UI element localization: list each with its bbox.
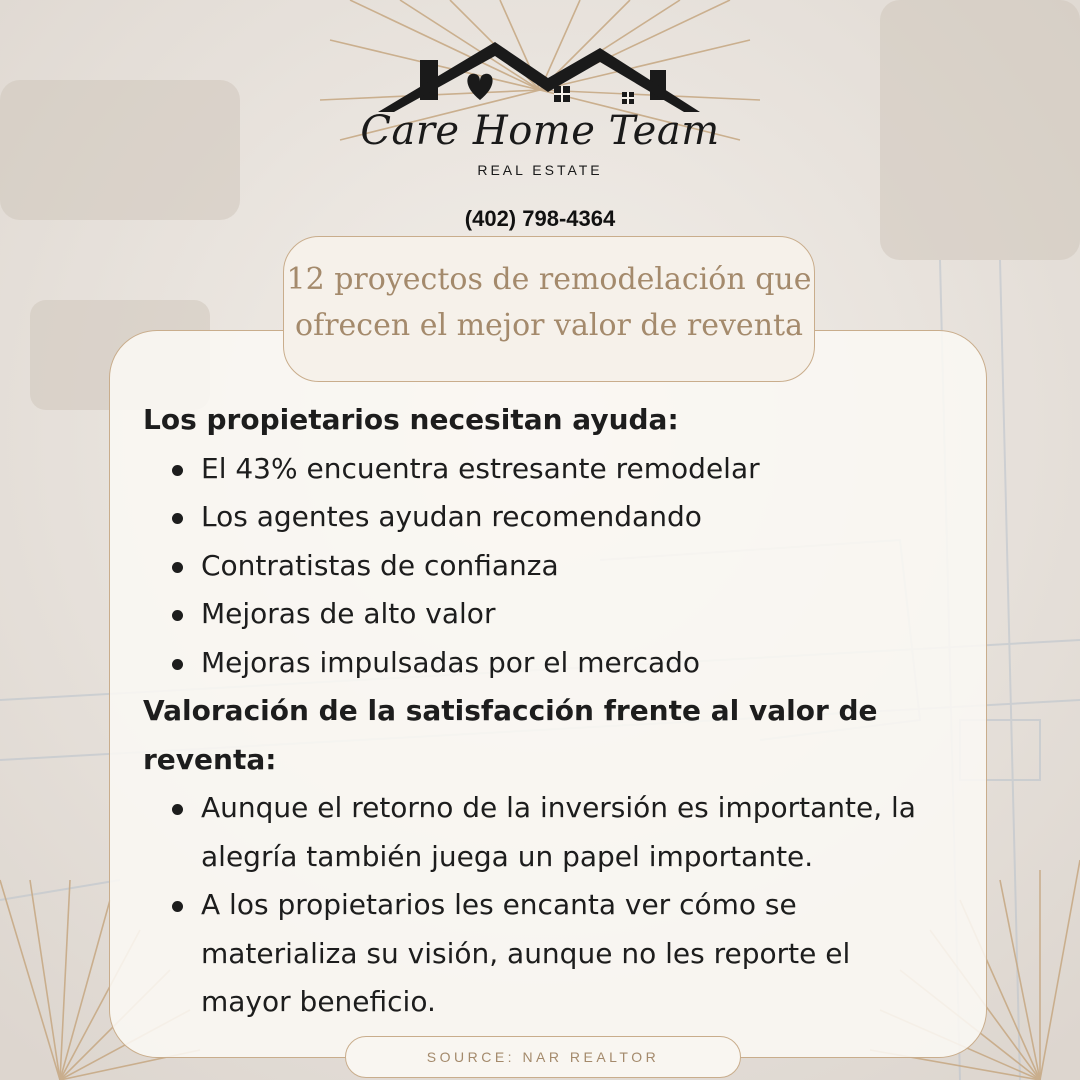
list-item: Contratistas de confianza xyxy=(201,542,943,591)
content-body xyxy=(143,396,943,1027)
section-heading-satisfaction: Valoración de la satisfacción frente al valor de reventa: xyxy=(143,694,878,776)
title-pill xyxy=(283,236,815,382)
list-item: El 43% encuentra estresante remodelar xyxy=(201,445,943,494)
list-item: Mejoras de alto valor xyxy=(201,590,943,639)
list-item: A los propietarios les encanta ver cómo se materializa su visión, aunque no les reporte el mayor beneficio. xyxy=(201,881,943,1027)
page-title xyxy=(287,257,812,349)
house-roof-icon xyxy=(320,0,760,120)
list-item: Los agentes ayudan recomendando xyxy=(201,493,943,542)
section-heading-help: Los propietarios necesitan ayuda: xyxy=(143,403,679,436)
brand-subtitle: REAL ESTATE xyxy=(477,162,603,178)
heart-icon xyxy=(467,74,492,100)
brand-name: Care Home Team xyxy=(360,108,720,154)
help-list xyxy=(143,445,943,688)
list-item: Mejoras impulsadas por el mercado xyxy=(201,639,943,688)
title-line-1: 12 proyectos de remodelación que xyxy=(286,262,812,297)
brand-logo xyxy=(320,0,760,205)
source-badge: SOURCE: NAR REALTOR xyxy=(345,1036,741,1078)
phone-number: (402) 798-4364 xyxy=(464,206,616,231)
title-line-2: ofrecen el mejor valor de reventa xyxy=(295,308,803,343)
satisfaction-list xyxy=(143,784,943,1027)
list-item: Aunque el retorno de la inversión es importante, la alegría también juega un papel importante. xyxy=(201,784,943,881)
